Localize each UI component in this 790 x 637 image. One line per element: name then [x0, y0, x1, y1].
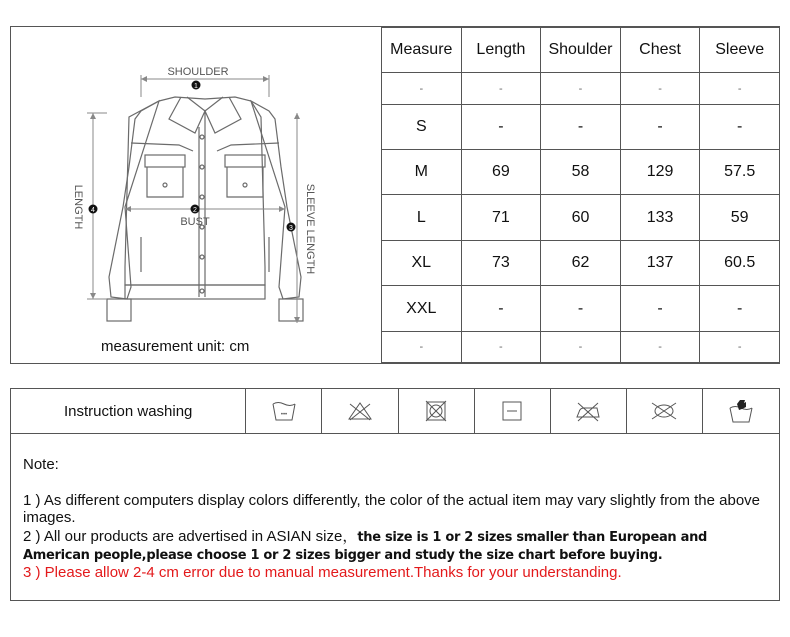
hand-wash-icon — [703, 389, 779, 433]
table-cell: 59 — [700, 195, 780, 240]
table-cell: 71 — [461, 195, 541, 240]
table-cell: XXL — [382, 286, 462, 331]
header-measure: Measure — [382, 28, 462, 73]
sleeve-length-label: SLEEVE LENGTH — [304, 183, 316, 275]
table-cell: - — [382, 73, 462, 104]
length-label: LENGTH — [72, 184, 84, 230]
measurement-unit-label: measurement unit: cm — [101, 338, 250, 355]
table-row — [382, 195, 780, 240]
note-title: Note: — [23, 456, 59, 473]
table-cell: 69 — [461, 150, 541, 195]
note-item-3: 3 ) Please allow 2-4 cm error due to manual measurement.Thanks for your understanding. — [23, 564, 622, 581]
note-item-2-part-a: 2 ) All our products are advertised in ASIAN size， — [23, 528, 358, 545]
table-cell: 133 — [620, 195, 700, 240]
table-cell: - — [620, 73, 700, 104]
note-item-1: 1 ) As different computers display colors differently, the color of the actual item may vary slightly from the above images. — [23, 492, 761, 526]
svg-text:•••: ••• — [280, 412, 288, 418]
table-header-row — [382, 28, 780, 73]
table-row — [382, 286, 780, 331]
table-row — [382, 150, 780, 195]
marker-4-text: 4 — [91, 207, 95, 214]
table-cell: 129 — [620, 150, 700, 195]
table-cell: - — [461, 286, 541, 331]
table-row — [382, 73, 780, 104]
table-cell: - — [620, 104, 700, 149]
table-cell: - — [461, 73, 541, 104]
header-length: Length — [461, 28, 541, 73]
washing-instructions-section — [10, 388, 780, 434]
table-cell: 60.5 — [700, 240, 780, 285]
table-cell: S — [382, 104, 462, 149]
table-cell: - — [541, 73, 621, 104]
table-cell: - — [620, 331, 700, 362]
size-chart-section — [10, 26, 780, 364]
hand-wash-30-icon — [246, 389, 322, 433]
jacket-illustration — [11, 27, 381, 363]
do-not-iron-icon — [551, 389, 627, 433]
marker-3-text: 3 — [289, 225, 293, 232]
header-chest: Chest — [620, 28, 700, 73]
do-not-bleach-icon — [322, 389, 398, 433]
table-cell: - — [700, 73, 780, 104]
washing-label: Instruction washing — [11, 389, 246, 433]
table-cell: - — [700, 104, 780, 149]
table-cell: - — [700, 286, 780, 331]
do-not-dry-clean-icon — [627, 389, 703, 433]
table-row — [382, 104, 780, 149]
table-cell: - — [700, 331, 780, 362]
jacket-diagram — [11, 27, 381, 363]
table-cell: - — [620, 286, 700, 331]
header-shoulder: Shoulder — [541, 28, 621, 73]
note-item-2-part-b: the size is 1 or 2 sizes smaller than European and American people,please choose 1 or 2 sizes bigger and study the size chart before buying. — [23, 530, 708, 563]
table-cell: XL — [382, 240, 462, 285]
table-cell: 60 — [541, 195, 621, 240]
table-row — [382, 331, 780, 362]
do-not-tumble-dry-icon — [399, 389, 475, 433]
table-cell: 137 — [620, 240, 700, 285]
bust-label: BUST — [180, 216, 210, 228]
marker-2-text: 2 — [193, 207, 197, 214]
table-cell: 73 — [461, 240, 541, 285]
dry-flat-icon — [475, 389, 551, 433]
table-cell: - — [541, 104, 621, 149]
size-table — [381, 27, 780, 363]
note-item-2 — [23, 528, 773, 564]
table-cell: - — [461, 104, 541, 149]
marker-1-text: 1 — [194, 83, 198, 90]
notes-section — [10, 434, 780, 601]
table-row — [382, 240, 780, 285]
shoulder-label: SHOULDER — [167, 66, 229, 78]
table-cell: - — [541, 331, 621, 362]
table-cell: L — [382, 195, 462, 240]
table-cell: 62 — [541, 240, 621, 285]
table-cell: - — [382, 331, 462, 362]
header-sleeve: Sleeve — [700, 28, 780, 73]
table-cell: M — [382, 150, 462, 195]
table-cell: 58 — [541, 150, 621, 195]
table-cell: - — [541, 286, 621, 331]
table-cell: - — [461, 331, 541, 362]
table-cell: 57.5 — [700, 150, 780, 195]
